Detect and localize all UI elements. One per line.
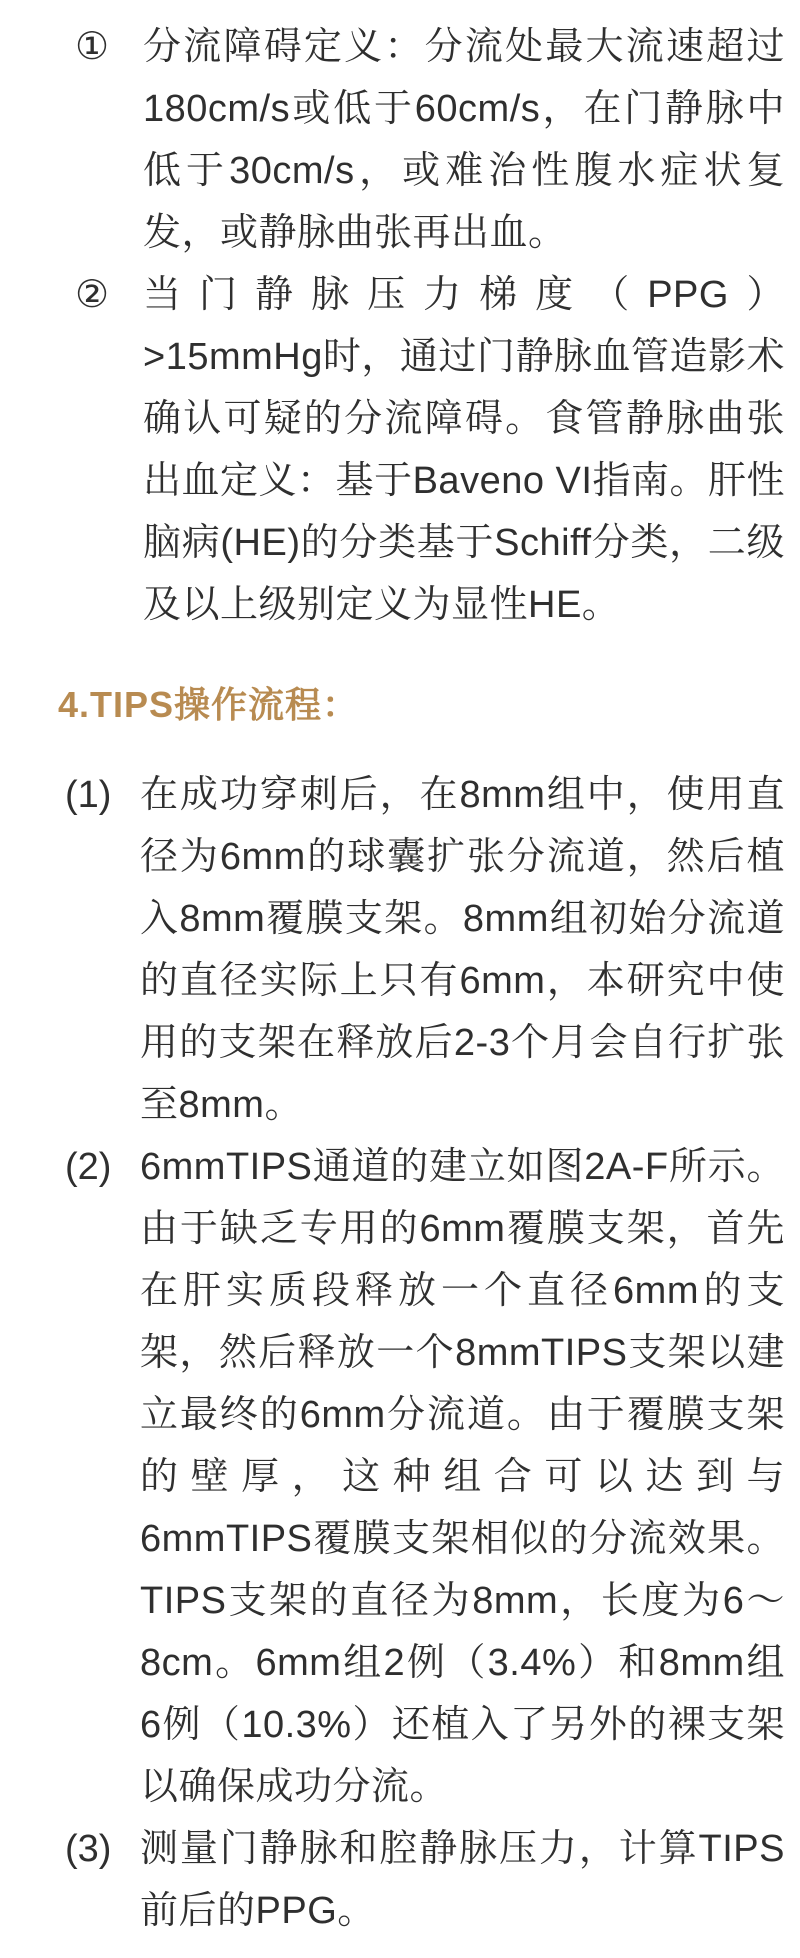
- procedure-text-2: 6mmTIPS通道的建立如图2A-F所示。由于缺乏专用的6mm覆膜支架，首先在肝实质段释放一个直径6mm的支架，然后释放一个8mmTIPS支架以建立最终的6mm分流道。由于覆膜支架的壁厚，这种组合可以达到与6mmTIPS覆膜支架相似的分流效果。TIPS支架的直径为8mm，长度为6～8cm。6mm组2例（3.4%）和8mm组6例（10.3%）还植入了另外的裸支架以确保成功分流。: [140, 1146, 785, 1808]
- definition-text-2: 当门静脉压力梯度（PPG）>15mmHg时，通过门静脉血管造影术确认可疑的分流障碍。食管静脉曲张出血定义：基于Baveno VI指南。肝性脑病(HE)的分类基于Schiff分类，二级及以上级别定义为显性HE。: [143, 274, 785, 626]
- procedure-text-1: 在成功穿刺后，在8mm组中，使用直径为6mm的球囊扩张分流道，然后植入8mm覆膜支架。8mm组初始分流道的直径实际上只有6mm，本研究中使用的支架在释放后2-3个月会自行扩张至8mm。: [140, 774, 785, 1126]
- paren-number-1: (1): [65, 774, 112, 816]
- procedure-item-3: [0, 1818, 785, 1942]
- circled-number-2: ②: [75, 274, 110, 316]
- section-heading: 4.TIPS操作流程：: [58, 684, 360, 725]
- procedure-item-1: [0, 764, 785, 1136]
- paren-number-3: (3): [65, 1828, 112, 1870]
- definition-text-1: 分流障碍定义：分流处最大流速超过180cm/s或低于60cm/s，在门静脉中低于30cm/s，或难治性腹水症状复发，或静脉曲张再出血。: [143, 26, 785, 254]
- definition-item-1: [0, 16, 785, 264]
- definition-item-2: [0, 264, 785, 636]
- procedure-item-2: [0, 1136, 785, 1818]
- procedure-text-3: 测量门静脉和腔静脉压力，计算TIPS前后的PPG。: [140, 1828, 785, 1932]
- procedure-list: [0, 764, 785, 1942]
- circled-number-1: ①: [75, 26, 110, 68]
- paren-number-2: (2): [65, 1146, 112, 1188]
- definition-list: [0, 16, 785, 636]
